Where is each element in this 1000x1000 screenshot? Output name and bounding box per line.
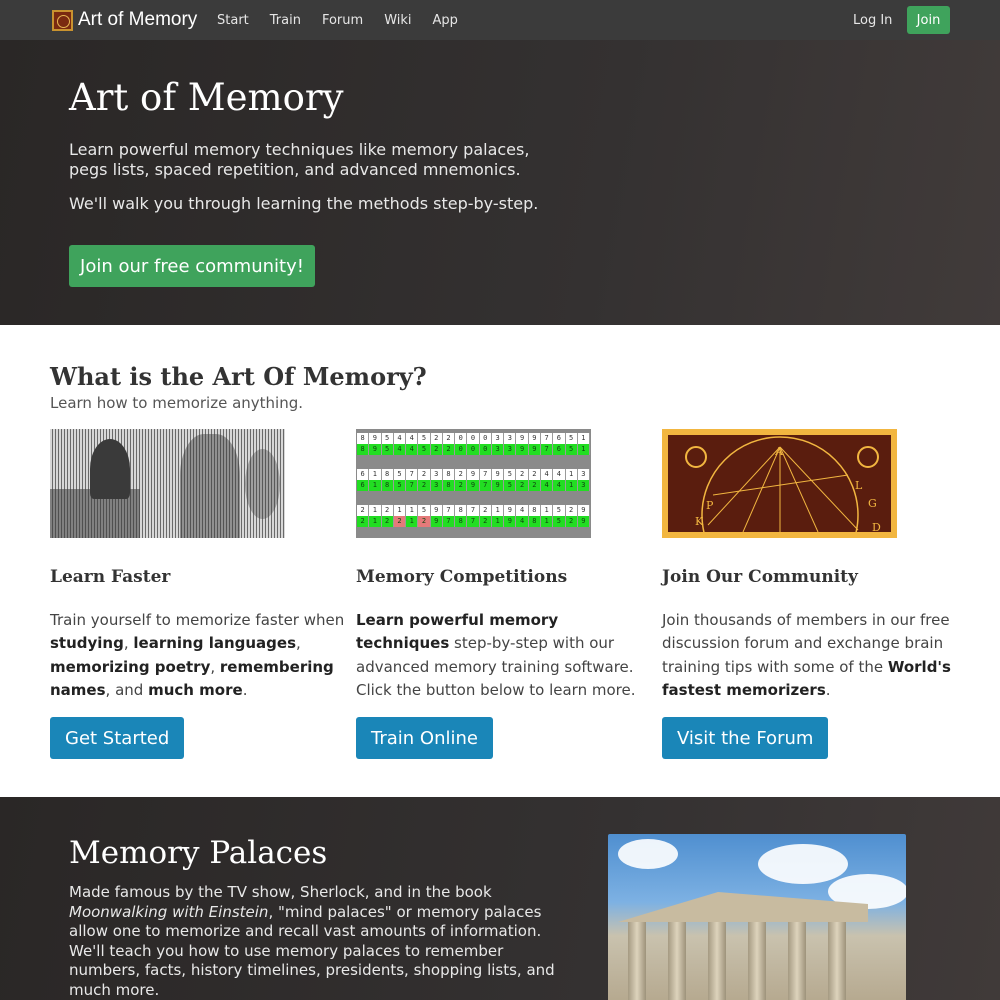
join-community-button[interactable]: Join our free community! — [69, 245, 315, 287]
grid-cell: 8 — [443, 480, 455, 491]
grid-cell: 3 — [504, 444, 516, 455]
grid-cell: 8 — [529, 505, 541, 516]
grid-cell: 9 — [431, 516, 443, 527]
feature-text: Learn powerful memory techniques step-by-step with our advanced memory training software. Click the button below to learn more. — [356, 611, 636, 699]
nav-links — [217, 0, 479, 40]
grid-cell: 7 — [480, 480, 492, 491]
diagram-letter: K — [695, 515, 704, 528]
grid-cell: 2 — [357, 505, 369, 516]
section-title: What is the Art Of Memory? — [50, 362, 427, 391]
grid-cell: 3 — [431, 480, 443, 491]
grid-cell: 0 — [467, 444, 479, 455]
engraving-image — [50, 429, 285, 538]
grid-gap — [356, 455, 591, 469]
join-button[interactable]: Join — [907, 6, 950, 34]
grid-cell: 2 — [566, 516, 578, 527]
feature-learn-faster — [50, 429, 350, 749]
grid-cell: 5 — [553, 505, 565, 516]
grid-cell: 8 — [455, 505, 467, 516]
login-link[interactable]: Log In — [853, 13, 893, 28]
grid-cell: 5 — [553, 516, 565, 527]
grid-cell: 5 — [382, 433, 394, 444]
diagram-letter: A — [775, 445, 783, 458]
grid-cell: 7 — [541, 433, 553, 444]
grid-cell: 5 — [394, 480, 406, 491]
feature-text: Train yourself to memorize faster when studying, learning languages, memorizing poetry, remembering names, and much more. — [50, 611, 345, 699]
grid-cell: 2 — [455, 469, 467, 480]
grid-cell: 3 — [578, 469, 590, 480]
grid-cell: 1 — [541, 516, 553, 527]
grid-cell: 1 — [369, 480, 381, 491]
grid-cell: 2 — [443, 433, 455, 444]
grid-cell: 9 — [467, 469, 479, 480]
grid-cell: 3 — [431, 469, 443, 480]
grid-cell: 7 — [541, 444, 553, 455]
grid-cell: 3 — [492, 433, 504, 444]
brand-link[interactable] — [52, 8, 197, 32]
grid-cell: 1 — [394, 505, 406, 516]
memory-palaces-section — [0, 797, 1000, 1000]
grid-cell: 1 — [369, 469, 381, 480]
grid-cell: 6 — [553, 444, 565, 455]
digit-grid-image — [356, 429, 591, 538]
grid-cell: 5 — [504, 480, 516, 491]
grid-cell: 0 — [455, 433, 467, 444]
diagram-letter: P — [706, 499, 714, 512]
grid-cell: 2 — [382, 516, 394, 527]
grid-cell: 8 — [443, 469, 455, 480]
memory-diagram-image — [662, 429, 897, 538]
grid-cell: 9 — [431, 505, 443, 516]
grid-cell: 4 — [406, 433, 418, 444]
grid-cell: 2 — [480, 505, 492, 516]
grid-cell: 5 — [566, 444, 578, 455]
hero-section — [0, 40, 1000, 325]
grid-cell: 0 — [480, 433, 492, 444]
grid-row — [357, 505, 590, 516]
grid-cell: 9 — [467, 480, 479, 491]
grid-cell: 7 — [467, 516, 479, 527]
grid-cell: 0 — [467, 433, 479, 444]
grid-cell: 2 — [529, 480, 541, 491]
grid-cell: 1 — [578, 444, 590, 455]
grid-cell: 2 — [418, 516, 430, 527]
diagram-letter: G — [868, 497, 877, 510]
grid-cell: 3 — [578, 480, 590, 491]
grid-cell: 2 — [443, 444, 455, 455]
grid-cell: 8 — [455, 516, 467, 527]
grid-cell: 7 — [480, 469, 492, 480]
grid-cell: 1 — [369, 516, 381, 527]
grid-cell: 9 — [369, 433, 381, 444]
brand-text: Art of Memory — [78, 9, 198, 30]
grid-cell: 9 — [578, 505, 590, 516]
grid-cell: 1 — [578, 433, 590, 444]
grid-cell: 2 — [418, 480, 430, 491]
diagram-svg — [668, 435, 891, 532]
feature-title: Memory Competitions — [356, 567, 568, 587]
section-subtitle: Learn how to memorize anything. — [50, 394, 304, 412]
grid-cell: 2 — [418, 469, 430, 480]
feature-memory-competitions — [356, 429, 656, 749]
grid-cell: 5 — [418, 433, 430, 444]
parthenon-image — [608, 834, 906, 1000]
feature-title: Join Our Community — [662, 567, 858, 587]
grid-cell: 2 — [529, 469, 541, 480]
grid-cell: 8 — [529, 516, 541, 527]
grid-cell: 6 — [357, 469, 369, 480]
grid-cell: 6 — [357, 480, 369, 491]
grid-cell: 9 — [492, 480, 504, 491]
brand-logo-icon — [52, 10, 73, 31]
grid-cell: 5 — [504, 469, 516, 480]
grid-cell: 2 — [566, 505, 578, 516]
grid-cell: 5 — [418, 505, 430, 516]
feature-text: Join thousands of members in our free discussion forum and exchange brain training tips with some of the World's fastest memorizers. — [662, 611, 951, 699]
hero-title: Art of Memory — [69, 76, 344, 119]
diagram-letter: L — [855, 479, 863, 492]
grid-cell: 7 — [443, 516, 455, 527]
grid-cell: 0 — [480, 444, 492, 455]
grid-cell: 3 — [504, 433, 516, 444]
grid-cell: 8 — [357, 444, 369, 455]
hero-lead: Learn powerful memory techniques like memory palaces, pegs lists, spaced repetition, and advanced mnemonics. — [69, 140, 530, 179]
grid-cell: 7 — [406, 469, 418, 480]
grid-cell: 2 — [357, 516, 369, 527]
grid-row — [357, 480, 590, 491]
grid-cell: 4 — [394, 444, 406, 455]
grid-cell: 4 — [516, 505, 528, 516]
grid-cell: 9 — [516, 444, 528, 455]
grid-cell: 1 — [369, 505, 381, 516]
grid-cell: 3 — [492, 444, 504, 455]
grid-cell: 1 — [566, 480, 578, 491]
grid-cell: 1 — [406, 516, 418, 527]
get-started-button[interactable]: Get Started — [50, 717, 184, 759]
grid-cell: 2 — [431, 433, 443, 444]
grid-row — [357, 433, 590, 444]
grid-cell: 2 — [516, 469, 528, 480]
grid-cell: 4 — [541, 469, 553, 480]
grid-cell: 7 — [443, 505, 455, 516]
grid-cell: 4 — [541, 480, 553, 491]
grid-cell: 1 — [492, 505, 504, 516]
grid-cell: 4 — [553, 480, 565, 491]
grid-row — [357, 516, 590, 527]
grid-cell: 2 — [480, 516, 492, 527]
navbar — [0, 0, 1000, 40]
nav-link-start[interactable]: Start — [217, 12, 249, 28]
train-online-button[interactable]: Train Online — [356, 717, 493, 759]
grid-cell: 5 — [394, 469, 406, 480]
grid-cell: 1 — [566, 469, 578, 480]
grid-cell: 2 — [394, 516, 406, 527]
nav-link-app[interactable]: App — [432, 12, 458, 28]
grid-cell: 4 — [394, 433, 406, 444]
grid-row — [357, 469, 590, 480]
feature-join-community — [662, 429, 962, 749]
grid-cell: 4 — [406, 444, 418, 455]
grid-cell: 8 — [382, 469, 394, 480]
grid-cell: 9 — [516, 433, 528, 444]
grid-cell: 2 — [382, 505, 394, 516]
grid-gap — [356, 491, 591, 505]
grid-cell: 7 — [406, 480, 418, 491]
grid-cell: 8 — [382, 480, 394, 491]
grid-cell: 7 — [467, 505, 479, 516]
diagram-letter: D — [872, 521, 881, 532]
grid-cell: 1 — [541, 505, 553, 516]
grid-cell: 2 — [455, 480, 467, 491]
nav-link-forum[interactable]: Forum — [321, 12, 364, 28]
grid-cell: 4 — [553, 469, 565, 480]
grid-cell: 9 — [529, 433, 541, 444]
grid-cell: 1 — [406, 505, 418, 516]
grid-cell: 1 — [492, 516, 504, 527]
grid-cell: 2 — [516, 480, 528, 491]
visit-forum-button[interactable]: Visit the Forum — [662, 717, 828, 759]
nav-link-train[interactable]: Train — [269, 12, 301, 28]
grid-cell: 2 — [431, 444, 443, 455]
feature-title: Learn Faster — [50, 567, 171, 587]
hero-subtext: We'll walk you through learning the methods step-by-step. — [69, 194, 539, 213]
grid-cell: 8 — [357, 433, 369, 444]
grid-cell: 9 — [529, 444, 541, 455]
grid-cell: 4 — [516, 516, 528, 527]
nav-link-wiki[interactable]: Wiki — [384, 12, 412, 28]
grid-row — [357, 444, 590, 455]
grid-cell: 9 — [504, 516, 516, 527]
grid-cell: 6 — [553, 433, 565, 444]
grid-cell: 0 — [455, 444, 467, 455]
palaces-title: Memory Palaces — [69, 835, 328, 871]
grid-cell: 9 — [504, 505, 516, 516]
grid-cell: 9 — [578, 516, 590, 527]
grid-cell: 5 — [382, 444, 394, 455]
grid-cell: 5 — [418, 444, 430, 455]
palaces-text: Made famous by the TV show, Sherlock, and in the book Moonwalking with Einstein, "mind palaces" or memory palaces allow one to memorize and recall vast amounts of information. We'll teach you how to use memory palaces to remember numbers, facts, history timelines, presidents, shopping lists, and much more. — [69, 883, 555, 999]
grid-cell: 5 — [566, 433, 578, 444]
grid-cell: 9 — [369, 444, 381, 455]
grid-cell: 9 — [492, 469, 504, 480]
